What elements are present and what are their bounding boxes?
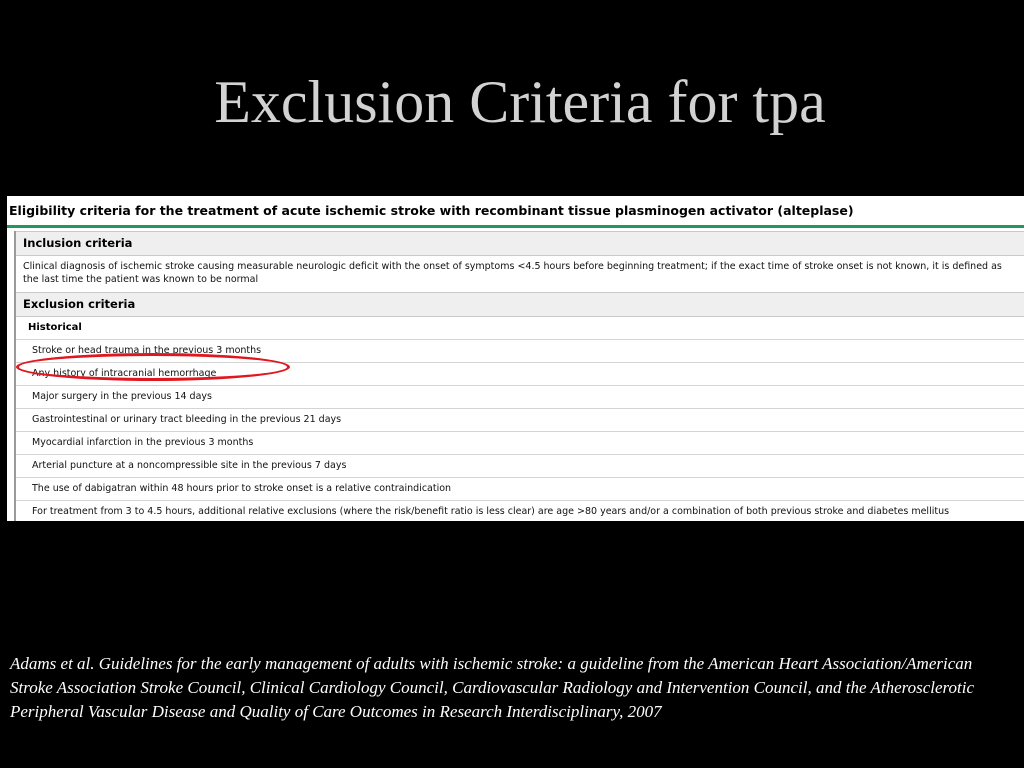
table-row: Stroke or head trauma in the previous 3 months: [16, 340, 1024, 363]
table-row: Gastrointestinal or urinary tract bleeding in the previous 21 days: [16, 409, 1024, 432]
table-row: For treatment from 3 to 4.5 hours, additional relative exclusions (where the risk/benefit ratio is less clear) are age >80 years and/or a combination of both previous stroke and diabetes mellitus: [16, 501, 1024, 521]
citation-text: Guidelines for the early management of adults with ischemic stroke: a guideline from the American Heart Association/American Stroke Association Stroke Council, Clinical Cardiology Council, Cardiovascular Radiology and Intervention Council, and the Atherosclerotic Peripheral Vascular Disease and Quality of Care Outcomes in Research Interdisciplinary, 2007: [10, 654, 975, 721]
table-caption: Eligibility criteria for the treatment of acute ischemic stroke with recombinant tissue plasminogen activator (alteplase): [7, 196, 1024, 228]
table-row: Arterial puncture at a noncompressible site in the previous 7 days: [16, 455, 1024, 478]
table-row: The use of dabigatran within 48 hours prior to stroke onset is a relative contraindication: [16, 478, 1024, 501]
table-row-intracranial-hemorrhage: Any history of intracranial hemorrhage: [16, 363, 1024, 386]
historical-header: Historical: [16, 317, 1024, 340]
table-row: Myocardial infarction in the previous 3 months: [16, 432, 1024, 455]
slide-title: Exclusion Criteria for tpa: [214, 69, 826, 135]
citation-author: Adams et al.: [10, 654, 95, 673]
highlight-ellipse: [16, 353, 290, 381]
inclusion-criteria-text: Clinical diagnosis of ischemic stroke causing measurable neurologic deficit with the onset of symptoms <4.5 hours before beginning treatment; if the exact time of stroke onset is not known, it is defined as the last time the patient was known to be normal: [23, 261, 1002, 285]
table-row: Major surgery in the previous 14 days: [16, 386, 1024, 409]
exclusion-criteria-header: Exclusion criteria: [16, 292, 1024, 317]
citation: [10, 652, 1010, 724]
inclusion-criteria-header: Inclusion criteria: [16, 231, 1024, 256]
